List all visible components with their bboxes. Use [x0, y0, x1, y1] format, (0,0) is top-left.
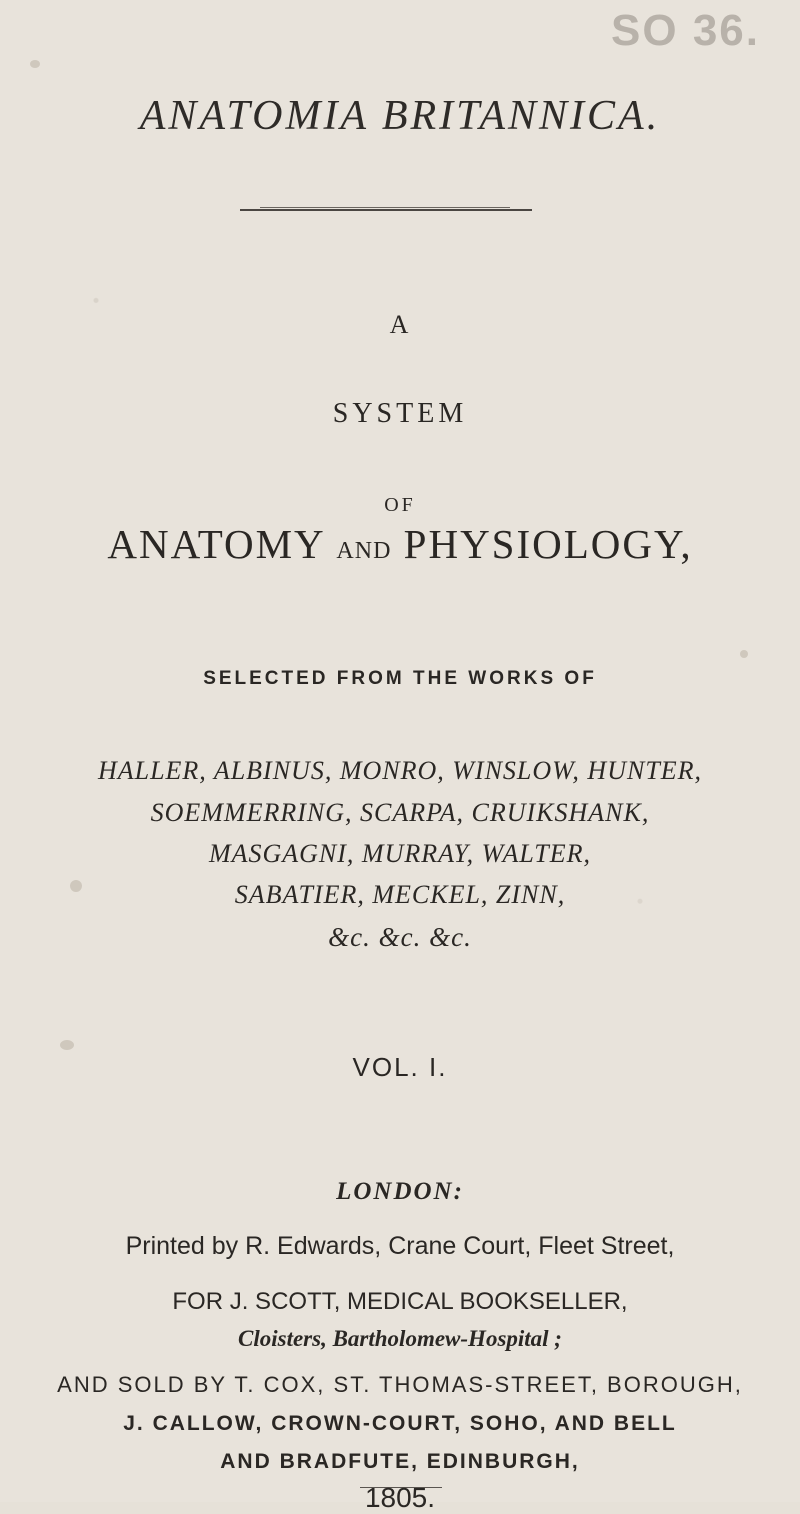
main-title-physiology: PHYSIOLOGY,	[403, 521, 693, 567]
latin-title: ANATOMIA BRITANNICA.	[139, 93, 661, 139]
authors-line: MASGAGNI, MURRAY, WALTER,	[208, 839, 592, 868]
authors-line: SOEMMERRING, SCARPA, CRUIKSHANK,	[150, 798, 650, 827]
selected-from: SELECTED FROM THE WORKS OF	[203, 668, 597, 689]
authors-etc: &c. &c. &c.	[328, 922, 472, 952]
seller-line-3: AND BRADFUTE, EDINBURGH,	[220, 1450, 580, 1473]
authors-line: HALLER, ALBINUS, MONRO, WINSLOW, HUNTER,	[97, 756, 703, 785]
library-stamp: SO 36.	[611, 6, 760, 55]
main-title-anatomy: ANATOMY	[107, 521, 325, 567]
of-word: OF	[384, 494, 416, 516]
main-title-and: AND	[336, 538, 392, 564]
main-title	[0, 520, 800, 568]
printer-line: Printed by R. Edwards, Crane Court, Fleet Street,	[125, 1232, 675, 1260]
publisher-line: FOR J. SCOTT, MEDICAL BOOKSELLER,	[172, 1288, 628, 1315]
seller-line: AND SOLD BY T. COX, ST. THOMAS-STREET, BOROUGH,	[57, 1372, 743, 1397]
publisher-address: Cloisters, Bartholomew-Hospital ;	[238, 1326, 562, 1351]
publication-year: 1805.	[364, 1482, 436, 1513]
volume-number: VOL. I.	[352, 1052, 448, 1082]
seller-line-2: J. CALLOW, CROWN-COURT, SOHO, AND BELL	[123, 1412, 677, 1435]
title-rule-thin	[260, 207, 510, 208]
authors-line: SABATIER, MECKEL, ZINN,	[234, 880, 566, 909]
title-rule	[240, 209, 532, 211]
foxing-spot	[60, 1040, 74, 1050]
foxing-spot	[30, 60, 40, 68]
article-a: A	[389, 310, 411, 339]
system-word: SYSTEM	[332, 398, 468, 429]
imprint-city: LONDON:	[336, 1178, 464, 1205]
foxing-spot	[740, 650, 748, 658]
